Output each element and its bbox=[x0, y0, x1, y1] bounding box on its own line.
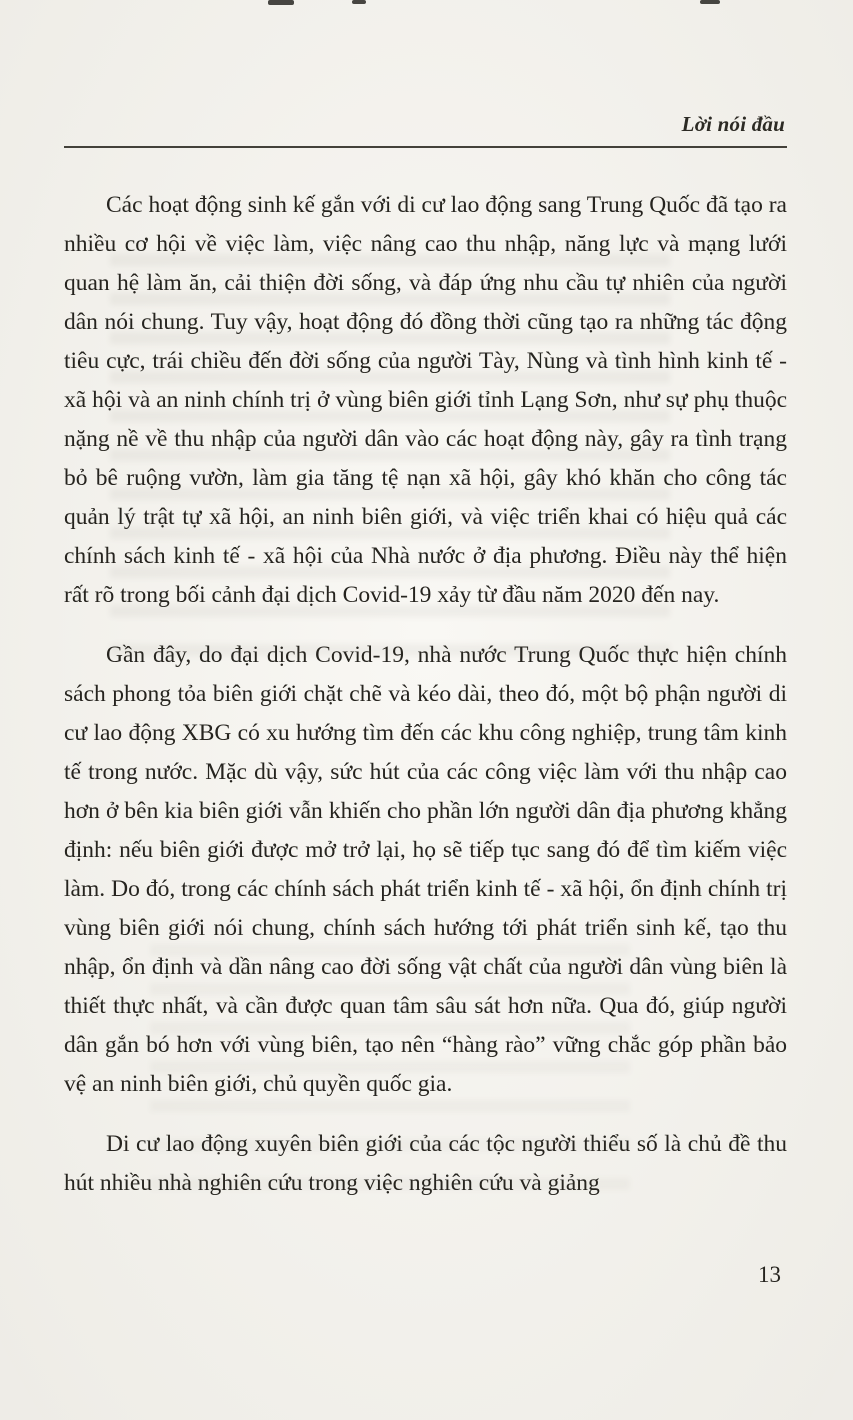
running-header: Lời nói đầu bbox=[681, 112, 785, 136]
scan-artifact bbox=[268, 0, 294, 5]
paragraph-2: Gần đây, do đại dịch Covid-19, nhà nước Trung Quốc thực hiện chính sách phong tỏa biên giới chặt chẽ và kéo dài, theo đó, một bộ phận người di cư lao động XBG có xu hướng tìm đến các khu công nghiệp, trung tâm kinh tế trong nước. Mặc dù vậy, sức hút của các công việc làm với thu nhập cao hơn ở bên kia biên giới vẫn khiến cho phần lớn người dân địa phương khẳng định: nếu biên giới được mở trở lại, họ sẽ tiếp tục sang đó để tìm kiếm việc làm. Do đó, trong các chính sách phát triển kinh tế - xã hội, ổn định chính trị vùng biên giới nói chung, chính sách hướng tới phát triển sinh kế, tạo thu nhập, ổn định và dần nâng cao đời sống vật chất của người dân vùng biên là thiết thực nhất, và cần được quan tâm sâu sát hơn nữa. Qua đó, giúp người dân gắn bó hơn với vùng biên, tạo nên “hàng rào” vững chắc góp phần bảo vệ an ninh biên giới, chủ quyền quốc gia. bbox=[64, 642, 787, 1097]
header-rule bbox=[64, 146, 787, 148]
paragraph-3: Di cư lao động xuyên biên giới của các tộc người thiểu số là chủ đề thu hút nhiều nhà nghiên cứu trong việc nghiên cứu và giảng bbox=[64, 1131, 787, 1196]
scan-artifact bbox=[700, 0, 720, 4]
page-body bbox=[64, 186, 787, 1203]
page-number: 13 bbox=[758, 1262, 781, 1287]
scan-artifact bbox=[352, 0, 366, 4]
paragraph-1: Các hoạt động sinh kế gắn với di cư lao động sang Trung Quốc đã tạo ra nhiều cơ hội về việc làm, việc nâng cao thu nhập, năng lực và mạng lưới quan hệ làm ăn, cải thiện đời sống, và đáp ứng nhu cầu tự nhiên của người dân nói chung. Tuy vậy, hoạt động đó đồng thời cũng tạo ra những tác động tiêu cực, trái chiều đến đời sống của người Tày, Nùng và tình hình kinh tế - xã hội và an ninh chính trị ở vùng biên giới tỉnh Lạng Sơn, như sự phụ thuộc nặng nề về thu nhập của người dân vào các hoạt động này, gây ra tình trạng bỏ bê ruộng vườn, làm gia tăng tệ nạn xã hội, gây khó khăn cho công tác quản lý trật tự xã hội, an ninh biên giới, và việc triển khai có hiệu quả các chính sách kinh tế - xã hội của Nhà nước ở địa phương. Điều này thể hiện rất rõ trong bối cảnh đại dịch Covid-19 xảy từ đầu năm 2020 đến nay. bbox=[64, 192, 787, 608]
